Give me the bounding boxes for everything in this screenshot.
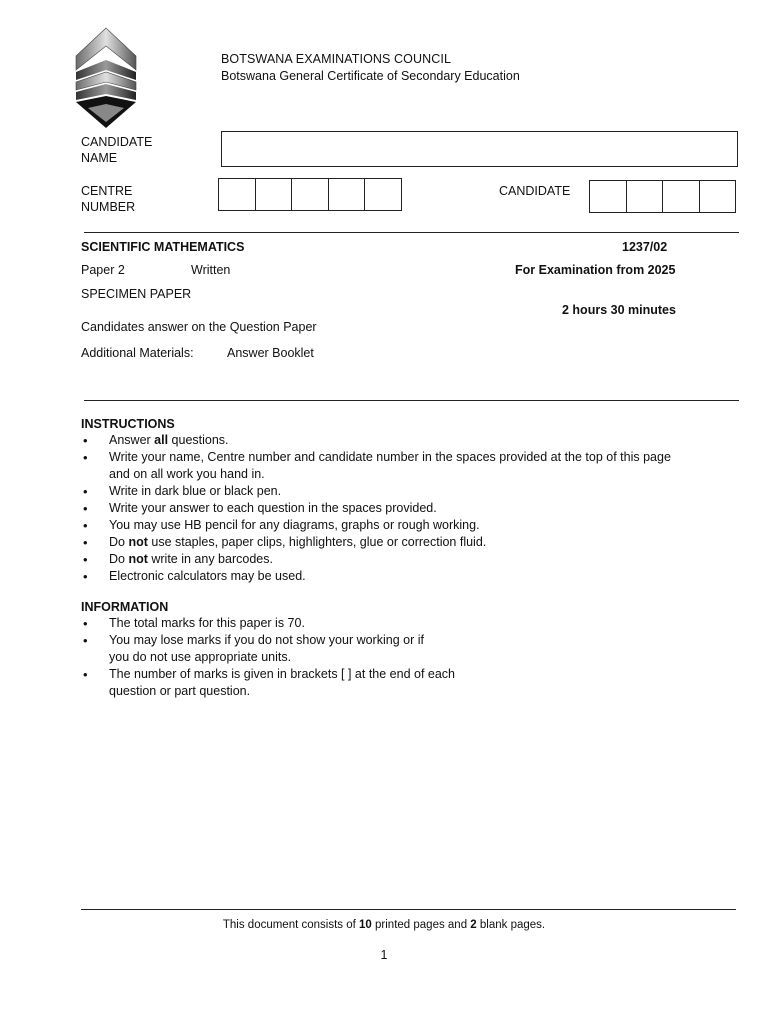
paper-number: Paper 2 [81,263,125,277]
botswana-examinations-council-logo [70,26,142,130]
centre-number-digit-box[interactable] [256,179,293,210]
instruction-item: • Write your name, Centre number and candidate number in the spaces provided at the top of this page and on all work you hand in. [81,449,681,483]
information-list [81,615,681,700]
divider-footer [81,909,736,910]
instruction-item: • Write your answer to each question in the spaces provided. [81,500,681,517]
duration: 2 hours 30 minutes [562,303,676,317]
organisation-name: BOTSWANA EXAMINATIONS COUNCIL [221,52,452,66]
specimen-label: SPECIMEN PAPER [81,287,192,301]
subject-title: SCIENTIFIC MATHEMATICS [81,240,245,254]
centre-number-label [81,183,135,215]
centre-number-label-line1: CENTRE [81,184,133,198]
page-count-note: This document consists of 10 printed pages and 2 blank pages. [222,919,546,931]
instructions-list [81,432,681,585]
instruction-item: • Write in dark blue or black pen. [81,483,681,500]
centre-number-digit-box[interactable] [329,179,366,210]
instructions-heading: INSTRUCTIONS [81,417,175,431]
candidate-number-digit-box[interactable] [700,181,736,212]
instruction-item: • Answer all questions. [81,432,681,449]
centre-number-label-line2: NUMBER [81,200,136,214]
paper-type: Written [191,263,231,277]
candidate-number-digit-box[interactable] [590,181,627,212]
centre-number-digit-box[interactable] [365,179,401,210]
instruction-item: • Do not write in any barcodes. [81,551,681,568]
additional-materials-value: Answer Booklet [227,346,314,360]
candidate-number-digit-box[interactable] [627,181,664,212]
candidate-name-field[interactable] [221,131,738,167]
candidate-number-label: CANDIDATE [499,184,571,198]
divider-middle [84,400,739,401]
centre-number-boxes[interactable] [218,178,402,211]
candidate-name-label-line1: CANDIDATE [81,135,153,149]
information-item: • The number of marks is given in brackets [ ] at the end of each question or part question. [81,666,681,700]
information-item: • You may lose marks if you do not show your working or if you do not use appropriate units. [81,632,681,666]
paper-code: 1237/02 [622,240,668,254]
instruction-item: • Do not use staples, paper clips, highlighters, glue or correction fluid. [81,534,681,551]
candidate-number-digit-box[interactable] [663,181,700,212]
candidate-name-label [81,134,152,166]
centre-number-digit-box[interactable] [292,179,329,210]
instruction-item: • Electronic calculators may be used. [81,568,681,585]
additional-materials-label: Additional Materials: [81,346,194,360]
divider-top [84,232,739,233]
information-item: • The total marks for this paper is 70. [81,615,681,632]
answer-on-paper: Candidates answer on the Question Paper [81,320,317,334]
page-number: 1 [380,948,388,962]
candidate-number-boxes[interactable] [589,180,736,213]
centre-number-digit-box[interactable] [219,179,256,210]
instruction-item: • You may use HB pencil for any diagrams, graphs or rough working. [81,517,681,534]
exam-from: For Examination from 2025 [515,263,676,277]
certificate-name: Botswana General Certificate of Secondary Education [221,69,520,83]
information-heading: INFORMATION [81,600,169,614]
candidate-name-label-line2: NAME [81,151,118,165]
